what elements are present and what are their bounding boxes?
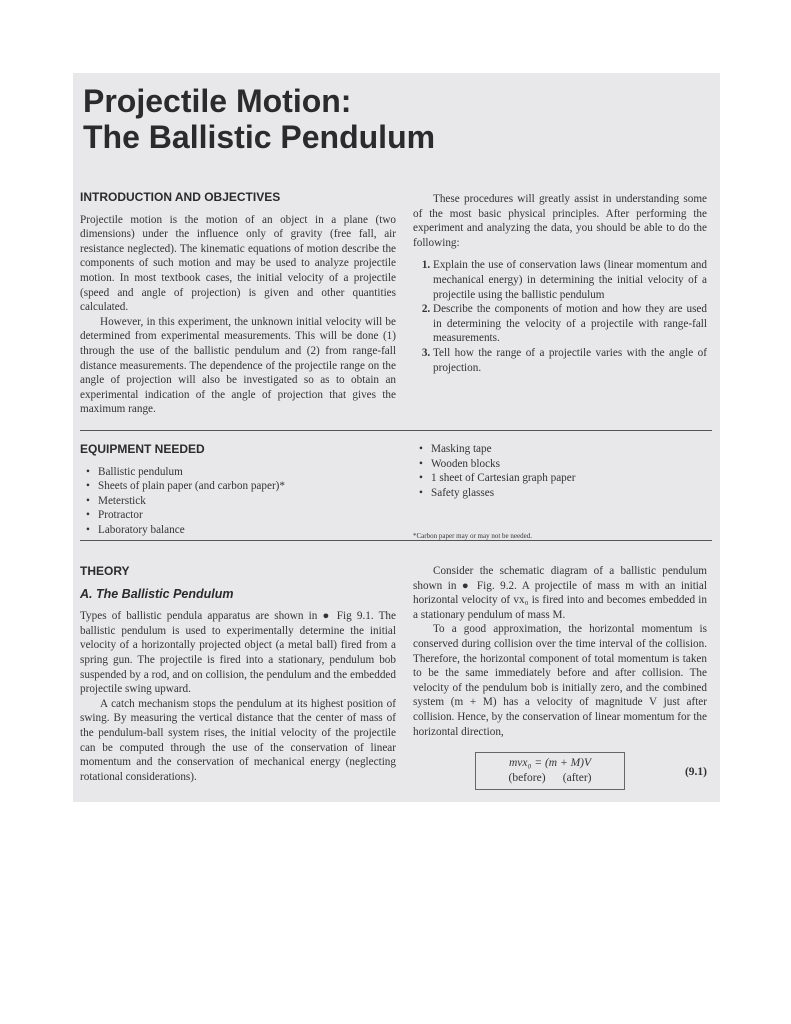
equipment-left-column: [80, 442, 396, 538]
objectives-list: [413, 258, 707, 375]
equipment-right-column: [413, 442, 707, 541]
equipment-item: • Wooden blocks: [431, 457, 707, 472]
theory-subheading: A. The Ballistic Pendulum: [80, 586, 234, 601]
section-divider: [80, 430, 712, 431]
equation-box: [475, 752, 625, 790]
equipment-item: • Safety glasses: [431, 486, 707, 501]
equipment-item: • Ballistic pendulum: [98, 465, 396, 480]
equipment-heading: EQUIPMENT NEEDED: [80, 442, 205, 456]
objective-item: 2. Describe the components of motion and how they are used in determining the velocity of a projectile with range-fall measurements.: [433, 302, 707, 346]
theory-paragraph-2: A catch mechanism stops the pendulum at its highest position of swing. By measuring the vertical distance that the center of mass of the pendulum-ball system rises, the initial velocity of the projectile can be computed through the use of the conservation of linear momentum and the conservation of mechanical energy (neglecting rotational considerations).: [80, 697, 396, 783]
title-line-1: Projectile Motion:: [83, 83, 352, 119]
equipment-item: • 1 sheet of Cartesian graph paper: [431, 471, 707, 486]
equipment-item: • Meterstick: [98, 494, 396, 509]
equipment-item: • Laboratory balance: [98, 523, 396, 538]
theory-right-column: [413, 564, 707, 800]
theory-left-column: [80, 564, 396, 784]
intro-paragraph-3: These procedures will greatly assist in understanding some of the most basic physical principles. After performing the experiment and analyzing the data, you should be able to do the following:: [413, 193, 707, 249]
theory-paragraph-4: To a good approximation, the horizontal momentum is conserved during collision over the time interval of the collision. Therefore, the horizontal component of total momentum is taken to be the same immediately before and after collision. The velocity of the pendulum bob is initially zero, and the combined system (m + M) has a velocity of magnitude V just after collision. Hence, by the conservation of linear momentum for the horizontal direction,: [413, 623, 707, 738]
equation-number: (9.1): [684, 766, 707, 778]
intro-paragraph-2: However, in this experiment, the unknown initial velocity will be determined from experimental measurements. This will be done (1) through the use of the ballistic pendulum and (2) from range-fall distance measurements. The dependence of the projectile range on the angle of projection will also be investigated so as to obtain an experimental indication of the angle of projection that gives the maximum range.: [80, 315, 396, 416]
title-line-2: The Ballistic Pendulum: [83, 119, 436, 155]
equation: mvx₀ = (m + M)V: [508, 757, 592, 769]
equipment-list-right: [413, 442, 707, 500]
equipment-item: • Protractor: [98, 508, 396, 523]
equipment-list-left: [80, 465, 396, 538]
theory-heading: THEORY: [80, 564, 130, 578]
intro-right-column: [413, 192, 707, 375]
equation-labels: (before) (after): [508, 772, 592, 784]
theory-paragraph-1: Types of ballistic pendula apparatus are shown in ● Fig 9.1. The ballistic pendulum is used to experimentally determine the initial velocity of a horizontally projected object (a metal ball) fired from a spring gun. The projectile is fired into a stationary, pendulum bob suspended by a rod, and on collision, the pendulum and the embedded projectile swing upward.: [80, 610, 396, 696]
objective-item: 1. Explain the use of conservation laws (linear momentum and mechanical energy) in determining the initial velocity of a projectile using the ballistic pendulum: [433, 258, 707, 302]
equipment-item: • Sheets of plain paper (and carbon paper)*: [98, 479, 396, 494]
theory-paragraph-3: Consider the schematic diagram of a ballistic pendulum shown in ● Fig. 9.2. A projectile of mass m with an initial horizontal velocity of vx₀ is fired into and becomes embedded in a stationary pendulum of mass M.: [413, 565, 707, 621]
intro-heading: INTRODUCTION AND OBJECTIVES: [80, 190, 281, 204]
section-divider: [80, 540, 712, 541]
intro-paragraph-1: Projectile motion is the motion of an object in a plane (two dimensions) under the influence only of gravity (free fall, air resistance neglected). The kinematic equations of motion describe the components of such motion and may be used to analyze projectile motion. In most textbook cases, the initial velocity of a projectile (speed and angle of projection) is given and other quantities calculated.: [80, 213, 396, 314]
objective-item: 3. Tell how the range of a projectile varies with the angle of projection.: [433, 346, 707, 375]
intro-left-column: [80, 190, 396, 417]
page-title: [83, 83, 435, 155]
equipment-footnote: *Carbon paper may or may not be needed.: [413, 532, 532, 541]
equipment-item: • Masking tape: [431, 442, 707, 457]
document-page: [73, 73, 720, 802]
